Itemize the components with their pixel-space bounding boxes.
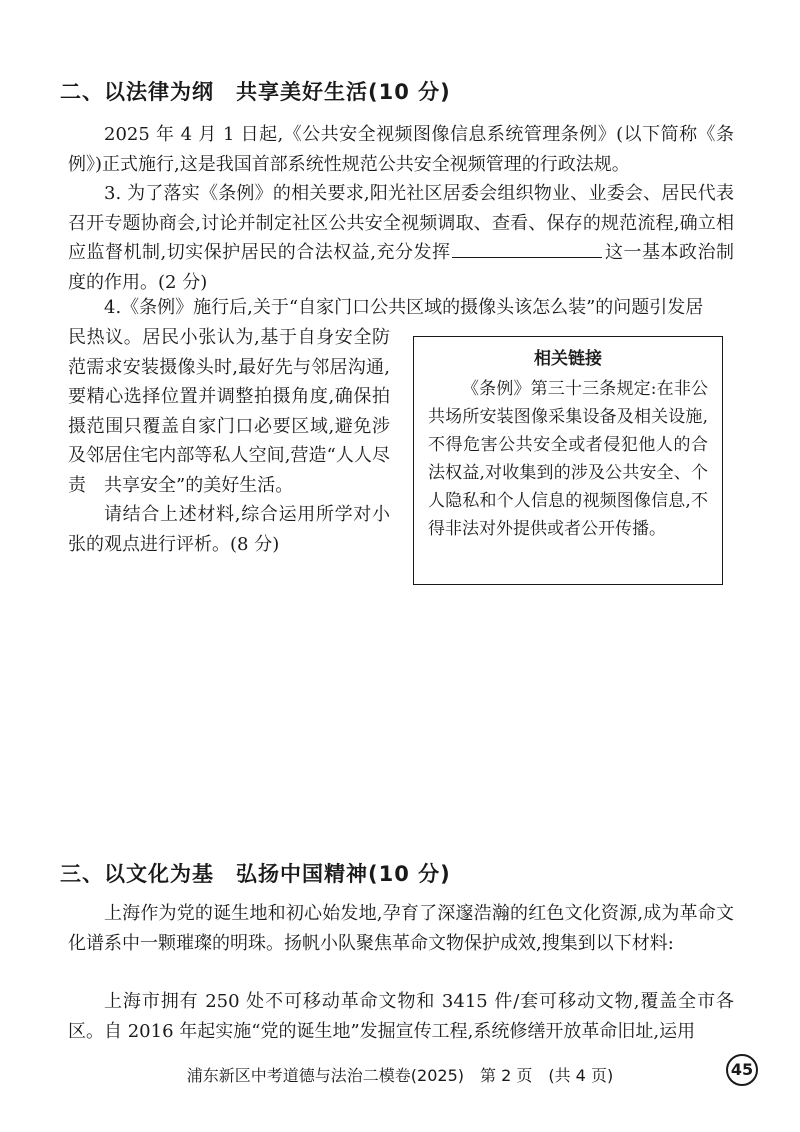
section-2-title-part-a: 二、以法律为纲 <box>60 80 214 104</box>
answer-blank[interactable] <box>452 239 602 258</box>
section-3-title-part-a: 三、以文化为基 <box>60 862 214 886</box>
section-3-paragraph-2: 上海市拥有 250 处不可移动革命文物和 3415 件/套可移动文物,覆盖全市各区。自 2016 年起实施“党的诞生地”发掘宣传工程,系统修缮开放革命旧址,运用 <box>68 991 734 1042</box>
section-3-title-part-b: 弘扬中国精神(10 分) <box>236 862 451 886</box>
related-link-box <box>413 336 723 585</box>
page-badge: 45 <box>726 1054 758 1086</box>
question-4-left-column <box>68 323 390 559</box>
section-2-intro: 2025 年 4 月 1 日起,《公共安全视频图像信息系统管理条例》(以下简称《条例》)正式施行,这是我国首部系统性规范公共安全视频管理的行政法规。 <box>68 124 734 175</box>
section-2-title <box>60 76 451 106</box>
question-3 <box>68 179 734 297</box>
question-3-text-end: 这一基本政治制度的作用。(2 分) <box>68 242 734 293</box>
page-footer: 浦东新区中考道德与法治二模卷(2025) 第 2 页 (共 4 页) <box>186 1066 614 1085</box>
question-4-first-line: 4.《条例》施行后,关于“自家门口公共区域的摄像头该怎么装”的问题引发居 <box>104 297 704 318</box>
question-4-material: 民热议。居民小张认为,基于自身安全防范需求安装摄像头时,最好先与邻居沟通,要精心选择位置并调整拍摄角度,确保拍摄范围只覆盖自家门口必要区域,避免涉及邻居住宅内部等私人空间,营造“人人尽责 共享安全”的美好生活。 <box>68 327 390 496</box>
question-4-prompt: 请结合上述材料,综合运用所学对小张的观点进行评析。(8 分) <box>68 504 390 555</box>
question-3-text: 3. 为了落实《条例》的相关要求,阳光社区居委会组织物业、业委会、居民代表召开专题协商会,讨论并制定社区公共安全视频调取、查看、保存的规范流程,确立相应监督机制,切实保护居民的合法权益,充分发挥 <box>68 183 734 263</box>
related-link-text: 《条例》第三十三条规定:在非公共场所安装图像采集设备及相关设施,不得危害公共安全或者侵犯他人的合法权益,对收集到的涉及公共安全、个人隐私和个人信息的视频图像信息,不得非法对外提供或者公开传播。 <box>428 379 708 539</box>
section-3-paragraph-1: 上海作为党的诞生地和初心始发地,孕育了深邃浩瀚的红色文化资源,成为革命文化谱系中一颗璀璨的明珠。扬帆小队聚焦革命文物保护成效,搜集到以下材料: <box>68 903 734 954</box>
related-link-title: 相关链接 <box>534 349 602 369</box>
section-3-title <box>60 858 451 888</box>
section-2-title-part-b: 共享美好生活(10 分) <box>236 80 451 104</box>
